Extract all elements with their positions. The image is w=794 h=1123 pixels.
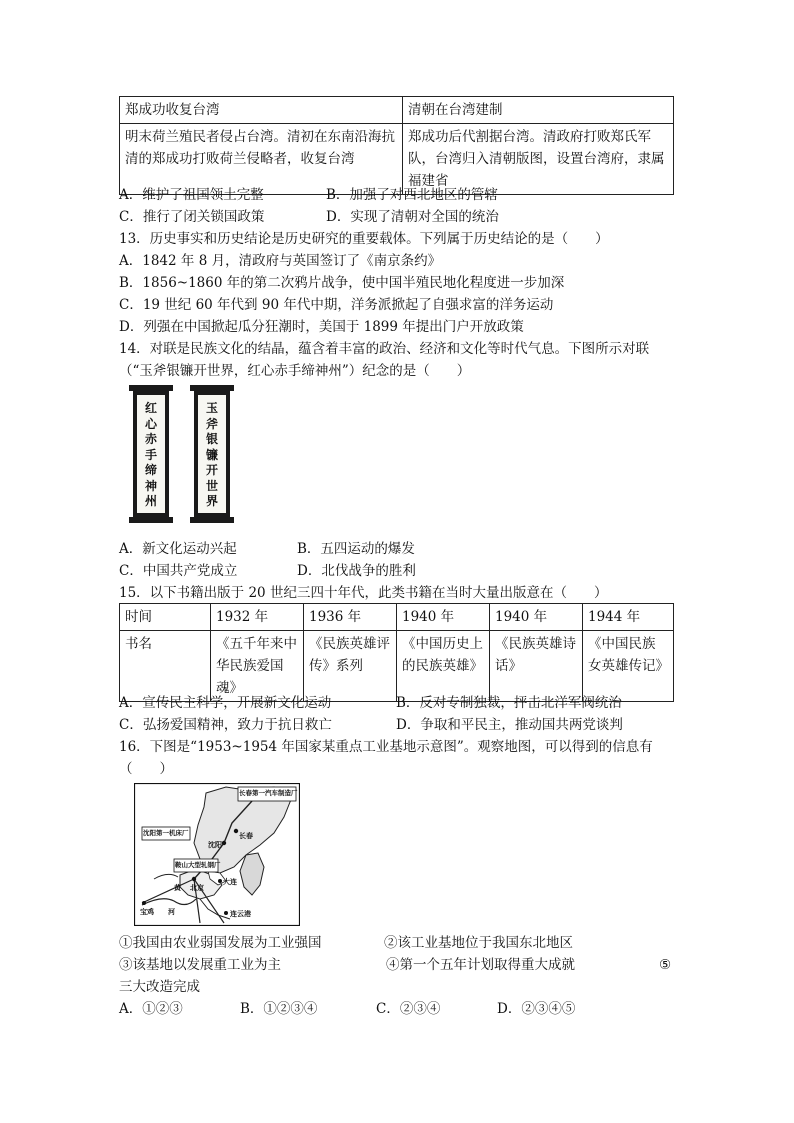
map-label-river-he: 河 [168, 907, 175, 916]
q15-option-d[interactable]: D．争取和平民主，推动国共两党谈判 [396, 717, 623, 733]
q14-stem-line2: （“玉斧银镰开世界，红心赤手缔神州”）纪念的是（ ） [119, 363, 471, 379]
q15-book-2: 《民族英雄评传》系列 [304, 631, 397, 702]
q16-option-b[interactable]: B．①②③④ [240, 1001, 318, 1017]
couplet-right-text: 玉斧银镰开世界 [205, 401, 218, 508]
q16-stem-line2: （ ） [119, 761, 173, 777]
q15-option-c[interactable]: C．弘扬爱国精神，致力于抗日救亡 [119, 717, 332, 733]
q12-option-b[interactable]: B．加强了对西北地区的管辖 [326, 187, 498, 203]
map-label-lianyungang: 连云港 [230, 909, 251, 918]
map-label-dalian: 大连 [223, 877, 237, 886]
q12-table [119, 96, 674, 195]
q14-option-c[interactable]: C．中国共产党成立 [119, 563, 238, 579]
q16-statement-4: ④第一个五年计划取得重大成就 [386, 957, 575, 973]
q12-cell-right: 郑成功后代割据台湾。清政府打败郑氏军队，台湾归入清朝版图，设置台湾府，隶属福建省 [403, 124, 674, 195]
q15-book-4: 《民族英雄诗话》 [490, 631, 583, 702]
map-label-baoji: 宝鸡 [140, 907, 154, 916]
q13-option-d[interactable]: D．列强在中国掀起瓜分狂潮时，美国于 1899 年提出门户开放政策 [119, 319, 524, 335]
q13-option-b[interactable]: B．1856~1860 年的第二次鸦片战争，使中国半殖民地化程度进一步加深 [119, 275, 565, 291]
q16-statement-1: ①我国由农业弱国发展为工业强国 [119, 935, 322, 951]
q15-stem: 15．以下书籍出版于 20 世纪三四十年代，此类书籍在当时大量出版意在（ ） [119, 585, 608, 601]
q12-cell-left: 明末荷兰殖民者侵占台湾。清初在东南沿海抗清的郑成功打败荷兰侵略者，收复台湾 [120, 124, 403, 195]
q13-option-a[interactable]: A．1842 年 8 月，清政府与英国签订了《南京条约》 [119, 253, 442, 269]
q15-book-3: 《中国历史上的民族英雄》 [397, 631, 490, 702]
q15-year-5: 1944 年 [583, 604, 674, 631]
q16-stem-line1: 16．下图是“1953~1954 年国家某重点工业基地示意图”。观察地图，可以得到的信息有 [119, 739, 653, 755]
q12-option-c[interactable]: C．推行了闭关锁国政策 [119, 209, 265, 225]
q14-stem-line1: 14．对联是民族文化的结晶，蕴含着丰富的政治、经济和文化等时代气息。下图所示对联 [119, 341, 650, 357]
q15-book-1: 《五千年来中华民族爱国魂》 [211, 631, 304, 702]
q14-option-d[interactable]: D．北伐战争的胜利 [297, 563, 416, 579]
map-label-shenyang: 沈阳 [208, 840, 222, 849]
q15-option-a[interactable]: A．宣传民主科学，开展新文化运动 [119, 695, 332, 711]
q15-label-time: 时间 [120, 604, 211, 631]
q16-statement-5-text: 三大改造完成 [119, 979, 200, 995]
q16-option-c[interactable]: C．②③④ [376, 1001, 441, 1017]
map-label-shenyang-plant: 沈阳第一机床厂 [143, 829, 189, 837]
q12-option-a[interactable]: A．维护了祖国领土完整 [119, 187, 264, 203]
map-label-beijing: 北京 [190, 883, 204, 892]
q13-option-c[interactable]: C．19 世纪 60 年代到 90 年代中期，洋务派掀起了自强求富的洋务运动 [119, 297, 554, 313]
q16-statement-5-mark: ⑤ [659, 957, 672, 973]
q16-statement-3: ③该基地以发展重工业为主 [119, 957, 281, 973]
couplet-image [126, 383, 238, 525]
q14-option-b[interactable]: B．五四运动的爆发 [297, 541, 415, 557]
q15-year-3: 1940 年 [397, 604, 490, 631]
q15-year-2: 1936 年 [304, 604, 397, 631]
industrial-base-map [134, 783, 300, 926]
q16-option-d[interactable]: D．②③④⑤ [497, 1001, 576, 1017]
q12-option-d[interactable]: D．实现了清朝对全国的统治 [326, 209, 499, 225]
q15-year-1: 1932 年 [211, 604, 304, 631]
map-label-anshan-plant: 鞍山大型轧钢厂 [175, 861, 221, 869]
q15-label-book: 书名 [120, 631, 211, 702]
map-label-changchun: 长春 [239, 831, 253, 840]
map-label-changchun-plant: 长春第一汽车制造厂 [239, 789, 298, 797]
q12-header-left: 郑成功收复台湾 [120, 97, 403, 124]
q15-table [119, 603, 674, 702]
q14-option-a[interactable]: A．新文化运动兴起 [119, 541, 237, 557]
q15-option-b[interactable]: B．反对专制独裁，抨击北洋军阀统治 [396, 695, 622, 711]
q12-header-right: 清朝在台湾建制 [403, 97, 674, 124]
map-label-river-huang: 黄 [174, 883, 181, 892]
couplet-left-text: 红心赤手缔神州 [144, 401, 157, 508]
q13-stem: 13．历史事实和历史结论是历史研究的重要载体。下列属于历史结论的是（ ） [119, 231, 609, 247]
q15-year-4: 1940 年 [490, 604, 583, 631]
q16-option-a[interactable]: A．①②③ [119, 1001, 183, 1017]
q16-statement-2: ②该工业基地位于我国东北地区 [384, 935, 573, 951]
q15-book-5: 《中国民族女英雄传记》 [583, 631, 674, 702]
